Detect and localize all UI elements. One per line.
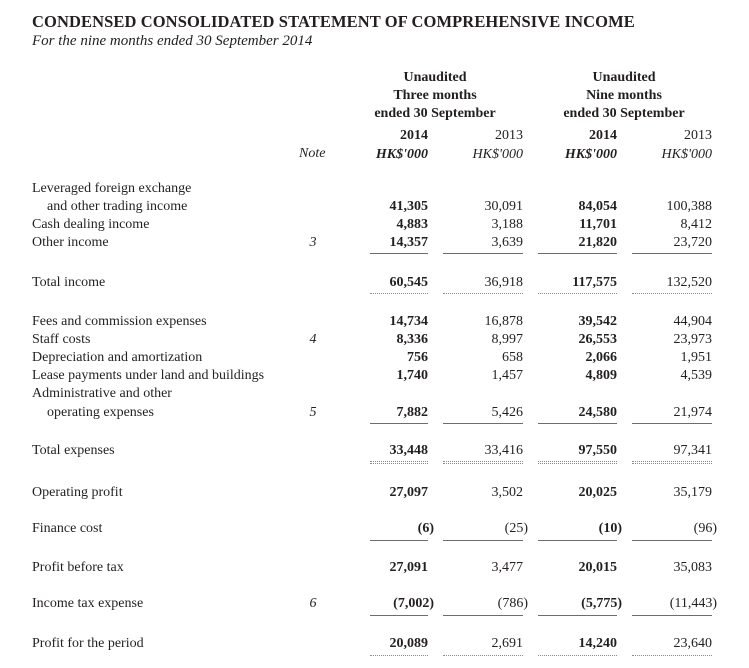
cell-value: (6) bbox=[417, 521, 434, 536]
cell-value: 3,502 bbox=[491, 485, 523, 500]
column-year: 2014 bbox=[400, 128, 428, 143]
row-label: Other income bbox=[32, 235, 109, 250]
row-label: Leveraged foreign exchange bbox=[32, 181, 192, 196]
cell-value: 2,691 bbox=[491, 636, 523, 651]
cell-value: 33,448 bbox=[389, 443, 428, 458]
subtotal-rule bbox=[632, 423, 712, 424]
row-label: Finance cost bbox=[32, 521, 103, 536]
cell-value: 14,240 bbox=[578, 636, 617, 651]
cell-value: 60,545 bbox=[389, 275, 428, 290]
subtotal-rule bbox=[538, 253, 617, 254]
row-label: Lease payments under land and buildings bbox=[32, 368, 265, 383]
total-rule bbox=[443, 293, 523, 294]
header-group-nine-months bbox=[529, 69, 719, 123]
double-total-rule bbox=[538, 461, 617, 462]
column-unit: HK$'000 bbox=[375, 147, 428, 162]
cell-value: 1,951 bbox=[680, 350, 712, 365]
cell-value: 8,412 bbox=[680, 217, 712, 232]
statement-title: CONDENSED CONSOLIDATED STATEMENT OF COMPREHENSIVE INCOME bbox=[32, 12, 635, 31]
cell-value: (7,002) bbox=[393, 596, 434, 611]
cell-value: 4,539 bbox=[680, 368, 712, 383]
double-total-rule bbox=[370, 461, 428, 462]
subtotal-rule bbox=[370, 423, 428, 424]
header-group-ended: ended 30 September bbox=[374, 106, 496, 121]
cell-value: 24,580 bbox=[578, 405, 617, 420]
cell-value: 4,883 bbox=[396, 217, 428, 232]
cell-value: 33,416 bbox=[484, 443, 523, 458]
column-unit: HK$'000 bbox=[661, 147, 712, 162]
cell-value: 8,336 bbox=[396, 332, 428, 347]
total-rule bbox=[632, 655, 712, 656]
header-group-period: Nine months bbox=[586, 88, 662, 103]
subtotal-rule bbox=[632, 540, 712, 541]
subtotal-rule bbox=[443, 540, 523, 541]
row-label: Cash dealing income bbox=[32, 217, 150, 232]
cell-value: 97,550 bbox=[578, 443, 617, 458]
cell-value: 21,974 bbox=[673, 405, 712, 420]
row-label: Administrative and other bbox=[32, 386, 172, 401]
cell-value: 39,542 bbox=[578, 314, 617, 329]
cell-value: 2,066 bbox=[585, 350, 617, 365]
note-reference: 5 bbox=[309, 405, 317, 420]
cell-value: 756 bbox=[407, 350, 428, 365]
subtotal-rule bbox=[538, 540, 617, 541]
cell-value: 3,188 bbox=[491, 217, 523, 232]
note-reference: 6 bbox=[309, 596, 317, 611]
row-label: Fees and commission expenses bbox=[32, 314, 207, 329]
cell-value: (11,443) bbox=[669, 596, 717, 611]
subtotal-rule bbox=[370, 253, 428, 254]
header-group-audit-status: Unaudited bbox=[403, 70, 467, 85]
cell-value: 27,097 bbox=[389, 485, 428, 500]
row-label: Operating profit bbox=[32, 485, 123, 500]
row-label: Income tax expense bbox=[32, 596, 144, 611]
note-reference: 3 bbox=[309, 235, 317, 250]
cell-value: 4,809 bbox=[585, 368, 617, 383]
row-label: Depreciation and amortization bbox=[32, 350, 203, 365]
cell-value: 23,640 bbox=[673, 636, 712, 651]
cell-value: 16,878 bbox=[484, 314, 523, 329]
subtotal-rule bbox=[632, 615, 712, 616]
cell-value: 658 bbox=[502, 350, 523, 365]
cell-value: 21,820 bbox=[578, 235, 617, 250]
cell-value: 8,997 bbox=[491, 332, 523, 347]
total-rule bbox=[632, 293, 712, 294]
cell-value: 3,639 bbox=[491, 235, 523, 250]
cell-value: 35,083 bbox=[673, 560, 712, 575]
column-unit: HK$'000 bbox=[472, 147, 523, 162]
row-label-continued: and other trading income bbox=[47, 199, 188, 214]
column-year: 2013 bbox=[495, 128, 523, 143]
total-rule bbox=[443, 655, 523, 656]
cell-value: 14,357 bbox=[389, 235, 428, 250]
subtotal-rule bbox=[443, 253, 523, 254]
column-year: 2013 bbox=[684, 128, 712, 143]
cell-value: 35,179 bbox=[673, 485, 712, 500]
cell-value: 44,904 bbox=[673, 314, 712, 329]
row-label: Profit for the period bbox=[32, 636, 144, 651]
statement-subtitle: For the nine months ended 30 September 2014 bbox=[32, 33, 313, 49]
cell-value: 132,520 bbox=[666, 275, 712, 290]
cell-value: 3,477 bbox=[491, 560, 523, 575]
row-label: Profit before tax bbox=[32, 560, 124, 575]
cell-value: 84,054 bbox=[578, 199, 617, 214]
row-label: Staff costs bbox=[32, 332, 91, 347]
row-label: Total expenses bbox=[32, 443, 115, 458]
subtotal-rule bbox=[370, 540, 428, 541]
cell-value: (10) bbox=[598, 521, 622, 536]
header-group-period: Three months bbox=[393, 88, 477, 103]
double-total-rule bbox=[443, 461, 523, 462]
header-group-ended: ended 30 September bbox=[563, 106, 685, 121]
cell-value: 23,973 bbox=[673, 332, 712, 347]
cell-value: 1,457 bbox=[491, 368, 523, 383]
double-total-rule bbox=[632, 461, 712, 462]
cell-value: 1,740 bbox=[396, 368, 428, 383]
column-unit: HK$'000 bbox=[564, 147, 617, 162]
total-rule bbox=[370, 655, 428, 656]
cell-value: (5,775) bbox=[581, 596, 622, 611]
header-group-three-months bbox=[340, 69, 530, 123]
cell-value: 41,305 bbox=[389, 199, 428, 214]
cell-value: 117,575 bbox=[572, 275, 617, 290]
cell-value: 5,426 bbox=[491, 405, 523, 420]
cell-value: (786) bbox=[497, 596, 528, 611]
cell-value: 97,341 bbox=[673, 443, 712, 458]
cell-value: (25) bbox=[504, 521, 528, 536]
cell-value: 14,734 bbox=[389, 314, 428, 329]
note-reference: 4 bbox=[309, 332, 317, 347]
cell-value: 30,091 bbox=[484, 199, 523, 214]
subtotal-rule bbox=[538, 423, 617, 424]
cell-value: 26,553 bbox=[578, 332, 617, 347]
row-label-continued: operating expenses bbox=[47, 405, 154, 420]
cell-value: 7,882 bbox=[396, 405, 428, 420]
cell-value: 20,089 bbox=[389, 636, 428, 651]
subtotal-rule bbox=[443, 423, 523, 424]
subtotal-rule bbox=[370, 615, 428, 616]
cell-value: 20,025 bbox=[578, 485, 617, 500]
total-rule bbox=[538, 655, 617, 656]
cell-value: 20,015 bbox=[578, 560, 617, 575]
column-year: 2014 bbox=[589, 128, 617, 143]
cell-value: (96) bbox=[693, 521, 717, 536]
subtotal-rule bbox=[443, 615, 523, 616]
subtotal-rule bbox=[538, 615, 617, 616]
cell-value: 23,720 bbox=[673, 235, 712, 250]
cell-value: 11,701 bbox=[579, 217, 617, 232]
cell-value: 27,091 bbox=[389, 560, 428, 575]
header-group-audit-status: Unaudited bbox=[592, 70, 656, 85]
subtotal-rule bbox=[632, 253, 712, 254]
row-label: Total income bbox=[32, 275, 106, 290]
note-column-header: Note bbox=[299, 146, 326, 161]
total-rule bbox=[538, 293, 617, 294]
total-rule bbox=[370, 293, 428, 294]
cell-value: 100,388 bbox=[666, 199, 712, 214]
cell-value: 36,918 bbox=[484, 275, 523, 290]
